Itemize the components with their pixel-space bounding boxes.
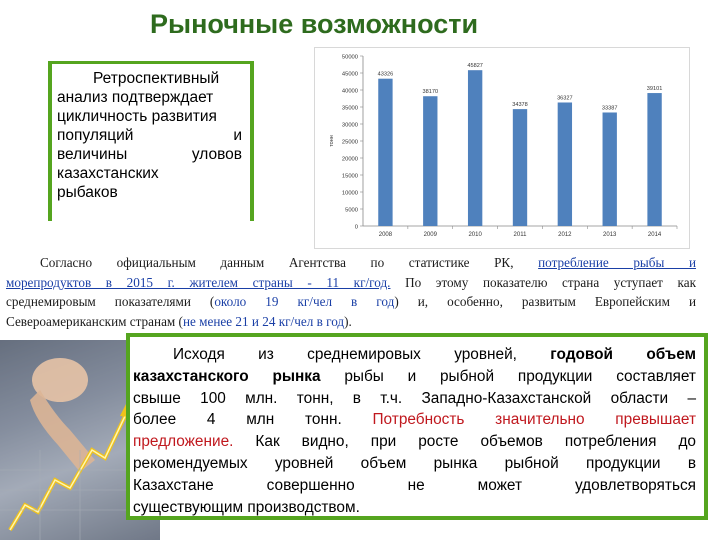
stat-text: ). <box>344 313 352 329</box>
bar <box>647 93 661 226</box>
retro-line: казахстанских <box>57 165 159 182</box>
stat-text: ) и, особенно, развитым Европейским и <box>394 294 697 309</box>
retro-analysis-text <box>52 64 250 222</box>
retro-line: популяций и <box>57 127 242 144</box>
y-tick-label: 25000 <box>341 139 358 146</box>
retro-line: рыбаков <box>57 184 118 201</box>
market-line <box>133 409 696 431</box>
retro-line: цикличность развития <box>57 108 217 125</box>
stat-line <box>6 273 696 293</box>
bar-value-label: 43326 <box>377 71 394 78</box>
market-line <box>133 431 696 453</box>
consumption-value: морепродуктов в 2015 г. жителем страны - 11 кг/год. <box>6 274 391 290</box>
y-axis-label: тонн <box>329 135 335 147</box>
bar-value-label: 38170 <box>422 89 439 96</box>
bar-value-label: 34378 <box>512 102 528 109</box>
retro-line: Ретроспективный <box>93 70 220 87</box>
market-line: свыше 100 млн. тонн, в т.ч. Западно-Казахстанской области – <box>133 389 696 407</box>
y-tick-label: 10000 <box>341 190 358 197</box>
bar <box>378 79 392 226</box>
y-tick-label: 40000 <box>341 88 358 95</box>
market-line <box>133 344 696 366</box>
catch-bar-chart <box>314 47 690 249</box>
bar <box>513 109 527 226</box>
y-tick-label: 20000 <box>341 156 358 163</box>
stat-line <box>6 253 696 273</box>
y-tick-label: 50000 <box>341 54 358 61</box>
market-emphasis: казахстанского рынка <box>133 367 321 385</box>
chart-canvas <box>315 48 689 248</box>
bar-value-label: 36327 <box>557 95 573 102</box>
y-tick-label: 35000 <box>341 105 358 112</box>
market-text: рыбы и рыбной продукции составляет <box>320 367 696 385</box>
bar <box>558 102 572 226</box>
stat-text: Североамериканским странам ( <box>6 313 183 329</box>
y-tick-label: 5000 <box>345 207 358 214</box>
bar-value-label: 33387 <box>601 105 618 112</box>
world-average-value: около 19 кг/чел в год <box>214 294 395 309</box>
y-tick-label: 15000 <box>341 173 358 180</box>
retro-line: величины уловов <box>57 146 242 163</box>
market-text: Как видно, при росте объемов потребления до <box>233 433 696 451</box>
market-text: более 4 млн тонн. <box>133 411 373 429</box>
stat-text: По этому показателю страна уступает как <box>390 274 697 290</box>
x-tick-label: 2008 <box>378 232 393 238</box>
x-tick-label: 2009 <box>423 232 437 238</box>
developed-countries-value: не менее 21 и 24 кг/чел в год <box>182 313 345 329</box>
market-text: Исходя из среднемировых уровней, <box>173 346 551 363</box>
bar <box>603 112 617 226</box>
market-line: рекомендуемых уровней объем рынка рыбной продукции в <box>133 454 696 472</box>
y-tick-label: 30000 <box>341 122 358 129</box>
bar <box>423 96 437 226</box>
x-tick-label: 2014 <box>647 232 662 238</box>
stat-line <box>6 292 696 312</box>
stat-text: среднемировым показателями ( <box>6 294 215 309</box>
statistics-paragraph <box>6 253 696 331</box>
market-line <box>133 366 696 388</box>
stat-line <box>6 312 696 332</box>
retro-line: анализ подтверждает <box>57 89 214 106</box>
consumption-link: потребление рыбы и <box>538 255 696 270</box>
demand-highlight: предложение. <box>133 433 234 451</box>
market-line: существующим производством. <box>133 498 360 516</box>
market-line: Казахстане совершенно не может удовлетворяться <box>133 476 696 494</box>
y-tick-label: 0 <box>354 224 358 231</box>
bar-value-label: 45827 <box>467 63 483 70</box>
x-tick-label: 2013 <box>603 232 617 238</box>
market-volume-text <box>130 337 704 516</box>
page-title: Рыночные возможности <box>150 9 479 39</box>
demand-highlight: Потребность значительно превышает <box>372 411 696 429</box>
x-tick-label: 2010 <box>468 232 482 238</box>
market-emphasis: годовой объем <box>550 346 696 363</box>
bar-value-label: 39101 <box>646 86 663 93</box>
bar <box>468 70 482 226</box>
stat-text: Согласно официальным данным Агентства по статистике РК, <box>40 255 539 270</box>
x-tick-label: 2012 <box>558 232 572 238</box>
x-tick-label: 2011 <box>513 232 527 238</box>
y-tick-label: 45000 <box>341 71 358 78</box>
